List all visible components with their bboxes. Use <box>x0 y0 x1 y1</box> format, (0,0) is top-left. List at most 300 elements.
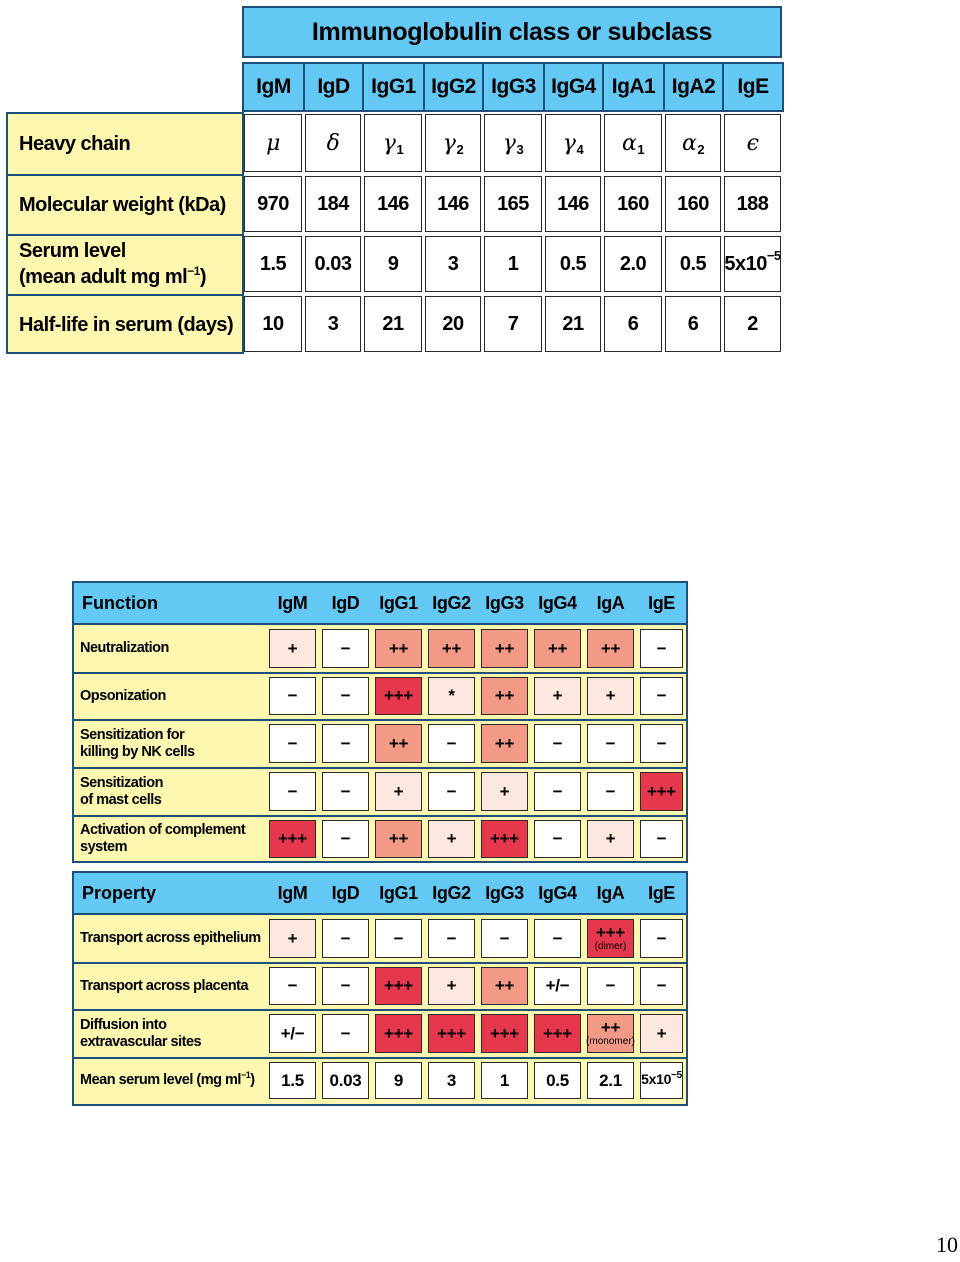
property_table-cell <box>269 967 316 1005</box>
cell-value: 2 <box>747 312 758 335</box>
cell-value-line <box>601 1020 620 1036</box>
cell-value-line <box>288 978 298 994</box>
cell-value-line <box>547 638 568 658</box>
cell-value-line <box>657 688 667 704</box>
cell-value: 21 <box>382 312 404 335</box>
cell-value: 5x10 <box>724 252 767 275</box>
cell-subscript: 2 <box>697 141 705 157</box>
function_table-cell <box>534 629 581 668</box>
property_table-row-label <box>80 916 268 961</box>
cell-value-line <box>546 1070 569 1090</box>
row-label-line: Neutralization <box>80 640 169 656</box>
cell-value-line <box>340 1023 351 1043</box>
function_table-cell <box>534 772 581 811</box>
cell-value-line <box>393 1070 404 1090</box>
top-table-cell <box>665 176 721 232</box>
cell-value-line <box>606 978 616 994</box>
property_table-column-header: IgG2 <box>432 882 471 903</box>
row-label-text: ) <box>250 1071 255 1088</box>
function_table-cell <box>587 724 634 763</box>
cell-value-line <box>341 831 351 847</box>
top-table-cell <box>484 114 542 172</box>
row-label-line: Sensitization for <box>80 726 185 743</box>
cell-value-line <box>495 978 514 994</box>
function_table-cell <box>587 629 634 668</box>
cell-value: 7 <box>507 312 519 335</box>
cell-value: 3 <box>327 312 339 335</box>
function_table-cell <box>322 677 369 715</box>
cell-value-line <box>599 1070 622 1090</box>
cell-value-line <box>441 638 462 658</box>
cell-value: +++ <box>278 829 307 848</box>
cell-value: 0.03 <box>329 1070 362 1090</box>
cell-value: 0.03 <box>314 252 352 275</box>
cell-value: γ <box>382 130 396 156</box>
property_table-cell <box>481 967 528 1005</box>
cell-value: − <box>287 686 298 705</box>
cell-value: − <box>656 733 667 753</box>
top-table-cell <box>604 296 662 352</box>
cell-value-line <box>281 1070 304 1090</box>
cell-value-line <box>596 925 625 941</box>
cell-value: ++ <box>388 733 409 753</box>
cell-value-line <box>329 1070 362 1090</box>
top-table-column-header: IgG1 <box>362 62 425 112</box>
cell-value-line <box>656 928 667 948</box>
top-table-cell <box>724 236 781 292</box>
function_table-cell <box>534 724 581 763</box>
cell-value: α <box>681 130 697 156</box>
cell-value-line <box>647 781 676 801</box>
cell-value: 2.1 <box>599 1070 622 1090</box>
cell-value-line <box>446 781 457 801</box>
function_table-cell <box>269 677 316 715</box>
top-table-cell <box>425 236 481 292</box>
row-label-line <box>19 264 242 292</box>
top-table-cell <box>305 114 361 172</box>
top-table-column-header: IgA1 <box>602 62 665 112</box>
cell-value: − <box>340 686 351 705</box>
top-table-cell <box>364 236 422 292</box>
row-label-line: Activation of complement <box>80 822 246 838</box>
page-number: 10 <box>936 1232 958 1257</box>
top-table-row-label <box>8 296 242 354</box>
cell-value: 5x10 <box>641 1071 672 1087</box>
cell-value: γ <box>442 130 456 156</box>
cell-value: 0.5 <box>679 252 707 275</box>
function_table-cell <box>428 772 475 811</box>
cell-value: − <box>656 829 667 848</box>
cell-value-line <box>287 638 298 658</box>
function_table-cell <box>587 820 634 858</box>
cell-value-line <box>490 1023 519 1043</box>
top-table-cell <box>665 114 721 172</box>
function_table-row-label <box>80 674 268 718</box>
cell-value: 1 <box>499 1070 510 1090</box>
cell-value-line <box>657 978 667 994</box>
row-divider <box>8 234 242 236</box>
top-table-cell <box>545 296 601 352</box>
cell-value-line <box>499 928 510 948</box>
cell-value: + <box>446 829 457 848</box>
property_table-column-header: IgG3 <box>485 882 524 903</box>
property_table-column-header: IgG4 <box>538 882 577 903</box>
cell-value-line <box>656 638 667 658</box>
cell-value: − <box>605 976 616 995</box>
cell-value: 146 <box>437 192 469 215</box>
cell-value: − <box>393 928 404 948</box>
property-table-header <box>72 871 688 915</box>
function_table-column-header: IgG4 <box>538 592 577 613</box>
cell-value: 160 <box>677 192 709 215</box>
function_table-cell <box>375 772 422 811</box>
cell-value: +++ <box>384 976 413 995</box>
property_table-column-header: IgA <box>596 882 625 903</box>
top-table-cell <box>545 114 601 172</box>
top-table-column-header: IgG4 <box>543 62 604 112</box>
row-label-line <box>80 1069 268 1090</box>
top-table-column-header: IgE <box>722 62 784 112</box>
row-label-line: Half-life in serum (days) <box>19 314 234 336</box>
cell-value-line <box>389 831 408 847</box>
property_table-cell <box>640 1014 683 1053</box>
cell-value: − <box>446 733 457 753</box>
property_table-cell <box>375 1014 422 1053</box>
row-divider <box>8 294 242 296</box>
cell-subscript: 3 <box>516 141 524 157</box>
cell-value-line <box>287 781 298 801</box>
property_table-cell <box>269 919 316 958</box>
top-table-cell <box>305 236 361 292</box>
cell-value: 184 <box>317 192 349 215</box>
cell-value-line <box>490 831 519 847</box>
cell-value-line <box>341 978 351 994</box>
cell-value-line <box>393 781 404 801</box>
cell-value: γ <box>502 130 516 156</box>
function_table-cell <box>640 629 683 668</box>
cell-value: ++ <box>388 638 409 658</box>
row-label-line: Sensitization <box>80 774 163 791</box>
property_table-cell <box>481 919 528 958</box>
cell-value-line <box>448 688 454 704</box>
function_table-row-label <box>80 769 268 814</box>
function_table-cell <box>640 820 683 858</box>
property_table-cell <box>587 1014 634 1053</box>
cell-value-line <box>384 978 413 994</box>
property_table-cell <box>481 1062 528 1099</box>
row-label-line: Serum level <box>19 240 126 262</box>
cell-value-line <box>499 781 510 801</box>
top-table-cell <box>305 296 361 352</box>
function_table-cell <box>481 629 528 668</box>
property_table-header-label: Property <box>82 882 157 903</box>
cell-value: − <box>605 781 616 801</box>
cell-value-line <box>552 781 563 801</box>
property_table-cell <box>640 1062 683 1099</box>
top-table-cell <box>545 176 601 232</box>
cell-value: 6 <box>627 312 639 335</box>
property_table-row-label <box>80 1059 268 1102</box>
cell-value: ++ <box>547 638 568 658</box>
cell-value: + <box>499 781 510 801</box>
row-label-line: Transport across epithelium <box>80 930 261 946</box>
cell-value-line <box>447 831 457 847</box>
top-table-row-label <box>8 236 242 294</box>
top-table-cell <box>484 236 542 292</box>
cell-value-line <box>384 1023 413 1043</box>
cell-superscript: −5 <box>766 247 781 263</box>
cell-value: + <box>287 928 298 948</box>
top-table-column-header: IgG2 <box>423 62 484 112</box>
function_table-cell <box>587 677 634 715</box>
top-table-cell <box>364 114 422 172</box>
function_table-cell <box>428 724 475 763</box>
function_table-cell <box>269 629 316 668</box>
property_table-cell <box>428 1062 475 1099</box>
row-label-line: Opsonization <box>80 687 166 704</box>
cell-value: − <box>287 733 298 753</box>
cell-value-line <box>384 688 413 704</box>
property-table-body <box>72 915 688 1106</box>
cell-value: − <box>656 976 667 995</box>
cell-value-line <box>388 733 409 753</box>
cell-value: − <box>656 928 667 948</box>
top-table-grid <box>242 112 782 354</box>
function_table-cell <box>640 677 683 715</box>
top-table-column-header: IgG3 <box>482 62 545 112</box>
function_table-column-header: IgM <box>277 592 308 613</box>
cell-value-line <box>495 688 514 704</box>
property_table-cell <box>322 1062 369 1099</box>
cell-value: + <box>287 638 298 658</box>
function_table-cell <box>640 772 683 811</box>
cell-value: + <box>552 686 563 705</box>
property_table-cell <box>640 967 683 1005</box>
property_table-cell <box>587 919 634 958</box>
cell-value: +++ <box>384 1023 413 1043</box>
cell-value-line <box>552 733 563 753</box>
cell-value: 188 <box>736 192 769 215</box>
row-label-superscript: −1 <box>187 264 200 278</box>
cell-value-line <box>287 928 298 948</box>
property_table-cell <box>534 1062 581 1099</box>
cell-value: 146 <box>557 192 589 215</box>
cell-value: − <box>656 638 667 658</box>
cell-value: α <box>621 130 637 156</box>
top-table-cell <box>604 176 662 232</box>
row-label-line: Transport across placenta <box>80 977 249 994</box>
property_table-cell <box>534 967 581 1005</box>
cell-value: − <box>446 928 457 948</box>
cell-note: (monomer) <box>586 1036 635 1047</box>
cell-superscript: −5 <box>671 1070 682 1081</box>
cell-value: − <box>446 781 457 801</box>
function_table-cell <box>322 724 369 763</box>
cell-value-line <box>546 978 570 994</box>
top-table-cell <box>244 296 302 352</box>
cell-value: 9 <box>387 252 399 275</box>
cell-value: − <box>552 781 563 801</box>
top-table-cell <box>665 296 721 352</box>
top-table-cell <box>244 114 302 172</box>
function_table-cell <box>640 724 683 763</box>
top-table-cell <box>724 114 781 172</box>
top-table-title-text: Immunoglobulin class or subclass <box>311 17 713 46</box>
cell-value: − <box>340 781 351 801</box>
cell-value-line <box>446 928 457 948</box>
cell-value-line <box>641 1071 682 1090</box>
function_table-column-header: IgE <box>648 592 675 613</box>
function_table-cell <box>322 820 369 858</box>
cell-value-line <box>340 928 351 948</box>
top-table-cell <box>665 236 721 292</box>
cell-value-line <box>393 928 404 948</box>
function_table-cell <box>481 772 528 811</box>
row-label-text: ) <box>199 266 207 288</box>
cell-value-line <box>341 688 351 704</box>
property_table-cell <box>375 1062 422 1099</box>
top-table-cell <box>425 176 481 232</box>
function_table-cell <box>269 820 316 858</box>
property_table-cell <box>534 1014 581 1053</box>
cell-value: − <box>340 733 351 753</box>
property_table-cell <box>322 967 369 1005</box>
cell-value: − <box>287 781 298 801</box>
cell-value: +/− <box>280 1023 305 1043</box>
top-table-cell <box>244 176 302 232</box>
function_table-cell <box>428 820 475 858</box>
cell-value-line <box>657 831 667 847</box>
cell-value-line <box>606 831 616 847</box>
cell-value: − <box>605 733 616 753</box>
property_table-cell <box>428 967 475 1005</box>
function_table-column-header: IgD <box>331 592 360 613</box>
function_table-cell <box>322 629 369 668</box>
cell-value: + <box>605 686 616 705</box>
function_table-cell <box>375 820 422 858</box>
cell-value-line <box>447 978 457 994</box>
top-table-cell <box>724 176 781 232</box>
top-table-cell <box>364 296 422 352</box>
row-label-line: Molecular weight (kDa) <box>19 194 226 216</box>
cell-value: 146 <box>377 192 409 215</box>
cell-value-line <box>552 928 563 948</box>
top-table-cell <box>484 296 542 352</box>
top-table-cell <box>244 236 302 292</box>
property_table-cell <box>269 1014 316 1053</box>
top-table-column-header: IgD <box>303 62 364 112</box>
cell-subscript: 4 <box>576 141 584 157</box>
cell-value: ++ <box>494 733 515 753</box>
function_table-row-label <box>80 721 268 766</box>
cell-value: − <box>287 976 298 995</box>
cell-value: 6 <box>687 312 699 335</box>
row-label-line: Diffusion into <box>80 1016 167 1033</box>
function_table-cell <box>481 820 528 858</box>
cell-value: 1.5 <box>281 1070 304 1090</box>
top-table-cell <box>724 296 781 352</box>
cell-value: ++ <box>494 638 515 658</box>
cell-value: γ <box>562 130 576 156</box>
row-label-line: Heavy chain <box>19 133 131 155</box>
cell-value: μ <box>266 130 280 156</box>
cell-value: ++ <box>600 1018 621 1037</box>
cell-value-line <box>288 688 298 704</box>
top-table-row-label <box>8 114 242 174</box>
top-table-column-header: IgM <box>242 62 305 112</box>
property_table-row-label <box>80 1011 268 1056</box>
cell-value: 3 <box>447 252 459 275</box>
cell-value: 1 <box>507 252 519 275</box>
row-label-superscript: −1 <box>240 1069 251 1080</box>
cell-value-line <box>553 831 563 847</box>
function-table-body <box>72 625 688 863</box>
cell-value-line <box>287 733 298 753</box>
cell-value-line <box>499 1070 510 1090</box>
function_table-cell <box>375 677 422 715</box>
row-label-line: of mast cells <box>80 791 162 808</box>
property_table-cell <box>534 919 581 958</box>
cell-value: 20 <box>442 312 464 335</box>
cell-value-line <box>340 781 351 801</box>
cell-value-line <box>543 1023 572 1043</box>
function_table-row-label <box>80 626 268 671</box>
cell-value: − <box>340 829 351 848</box>
cell-value: 160 <box>617 192 649 215</box>
row-label-line: system <box>80 839 127 855</box>
property_table-cell <box>322 919 369 958</box>
cell-value: − <box>340 928 351 948</box>
function_table-cell <box>481 724 528 763</box>
cell-value-line <box>280 1023 305 1043</box>
cell-value-line <box>340 733 351 753</box>
cell-value: 3 <box>446 1070 457 1090</box>
property_table-cell <box>375 919 422 958</box>
cell-subscript: 1 <box>637 141 645 157</box>
cell-subscript: 2 <box>456 141 464 157</box>
top-table-column-header: IgA2 <box>663 62 724 112</box>
cell-value: +++ <box>596 923 625 942</box>
cell-value: 9 <box>393 1070 404 1090</box>
cell-value: − <box>552 733 563 753</box>
cell-value: 970 <box>257 192 289 215</box>
top-table-row-label <box>8 176 242 234</box>
cell-value: +++ <box>647 781 676 801</box>
property_table-cell <box>587 1062 634 1099</box>
cell-value: + <box>446 976 457 995</box>
cell-value: +++ <box>490 1023 519 1043</box>
row-label-line: extravascular sites <box>80 1033 202 1050</box>
cell-value-line <box>388 638 409 658</box>
property_table-column-header: IgE <box>648 882 675 903</box>
cell-value: 1.5 <box>259 252 287 275</box>
cell-value: δ <box>326 130 340 156</box>
cell-value-line <box>605 781 616 801</box>
cell-value-line <box>656 1023 667 1043</box>
top-table-cell <box>364 176 422 232</box>
cell-subscript: 1 <box>396 141 404 157</box>
cell-value-line <box>494 733 515 753</box>
cell-value: − <box>340 1023 351 1043</box>
cell-value: * <box>448 686 455 705</box>
cell-value-line <box>656 733 667 753</box>
row-label-text: Mean serum level (mg ml <box>80 1071 241 1088</box>
cell-value-line <box>437 1023 466 1043</box>
cell-value: − <box>340 976 351 995</box>
cell-value: +++ <box>490 829 519 848</box>
function_table-cell <box>322 772 369 811</box>
cell-value: ϵ <box>746 130 759 156</box>
